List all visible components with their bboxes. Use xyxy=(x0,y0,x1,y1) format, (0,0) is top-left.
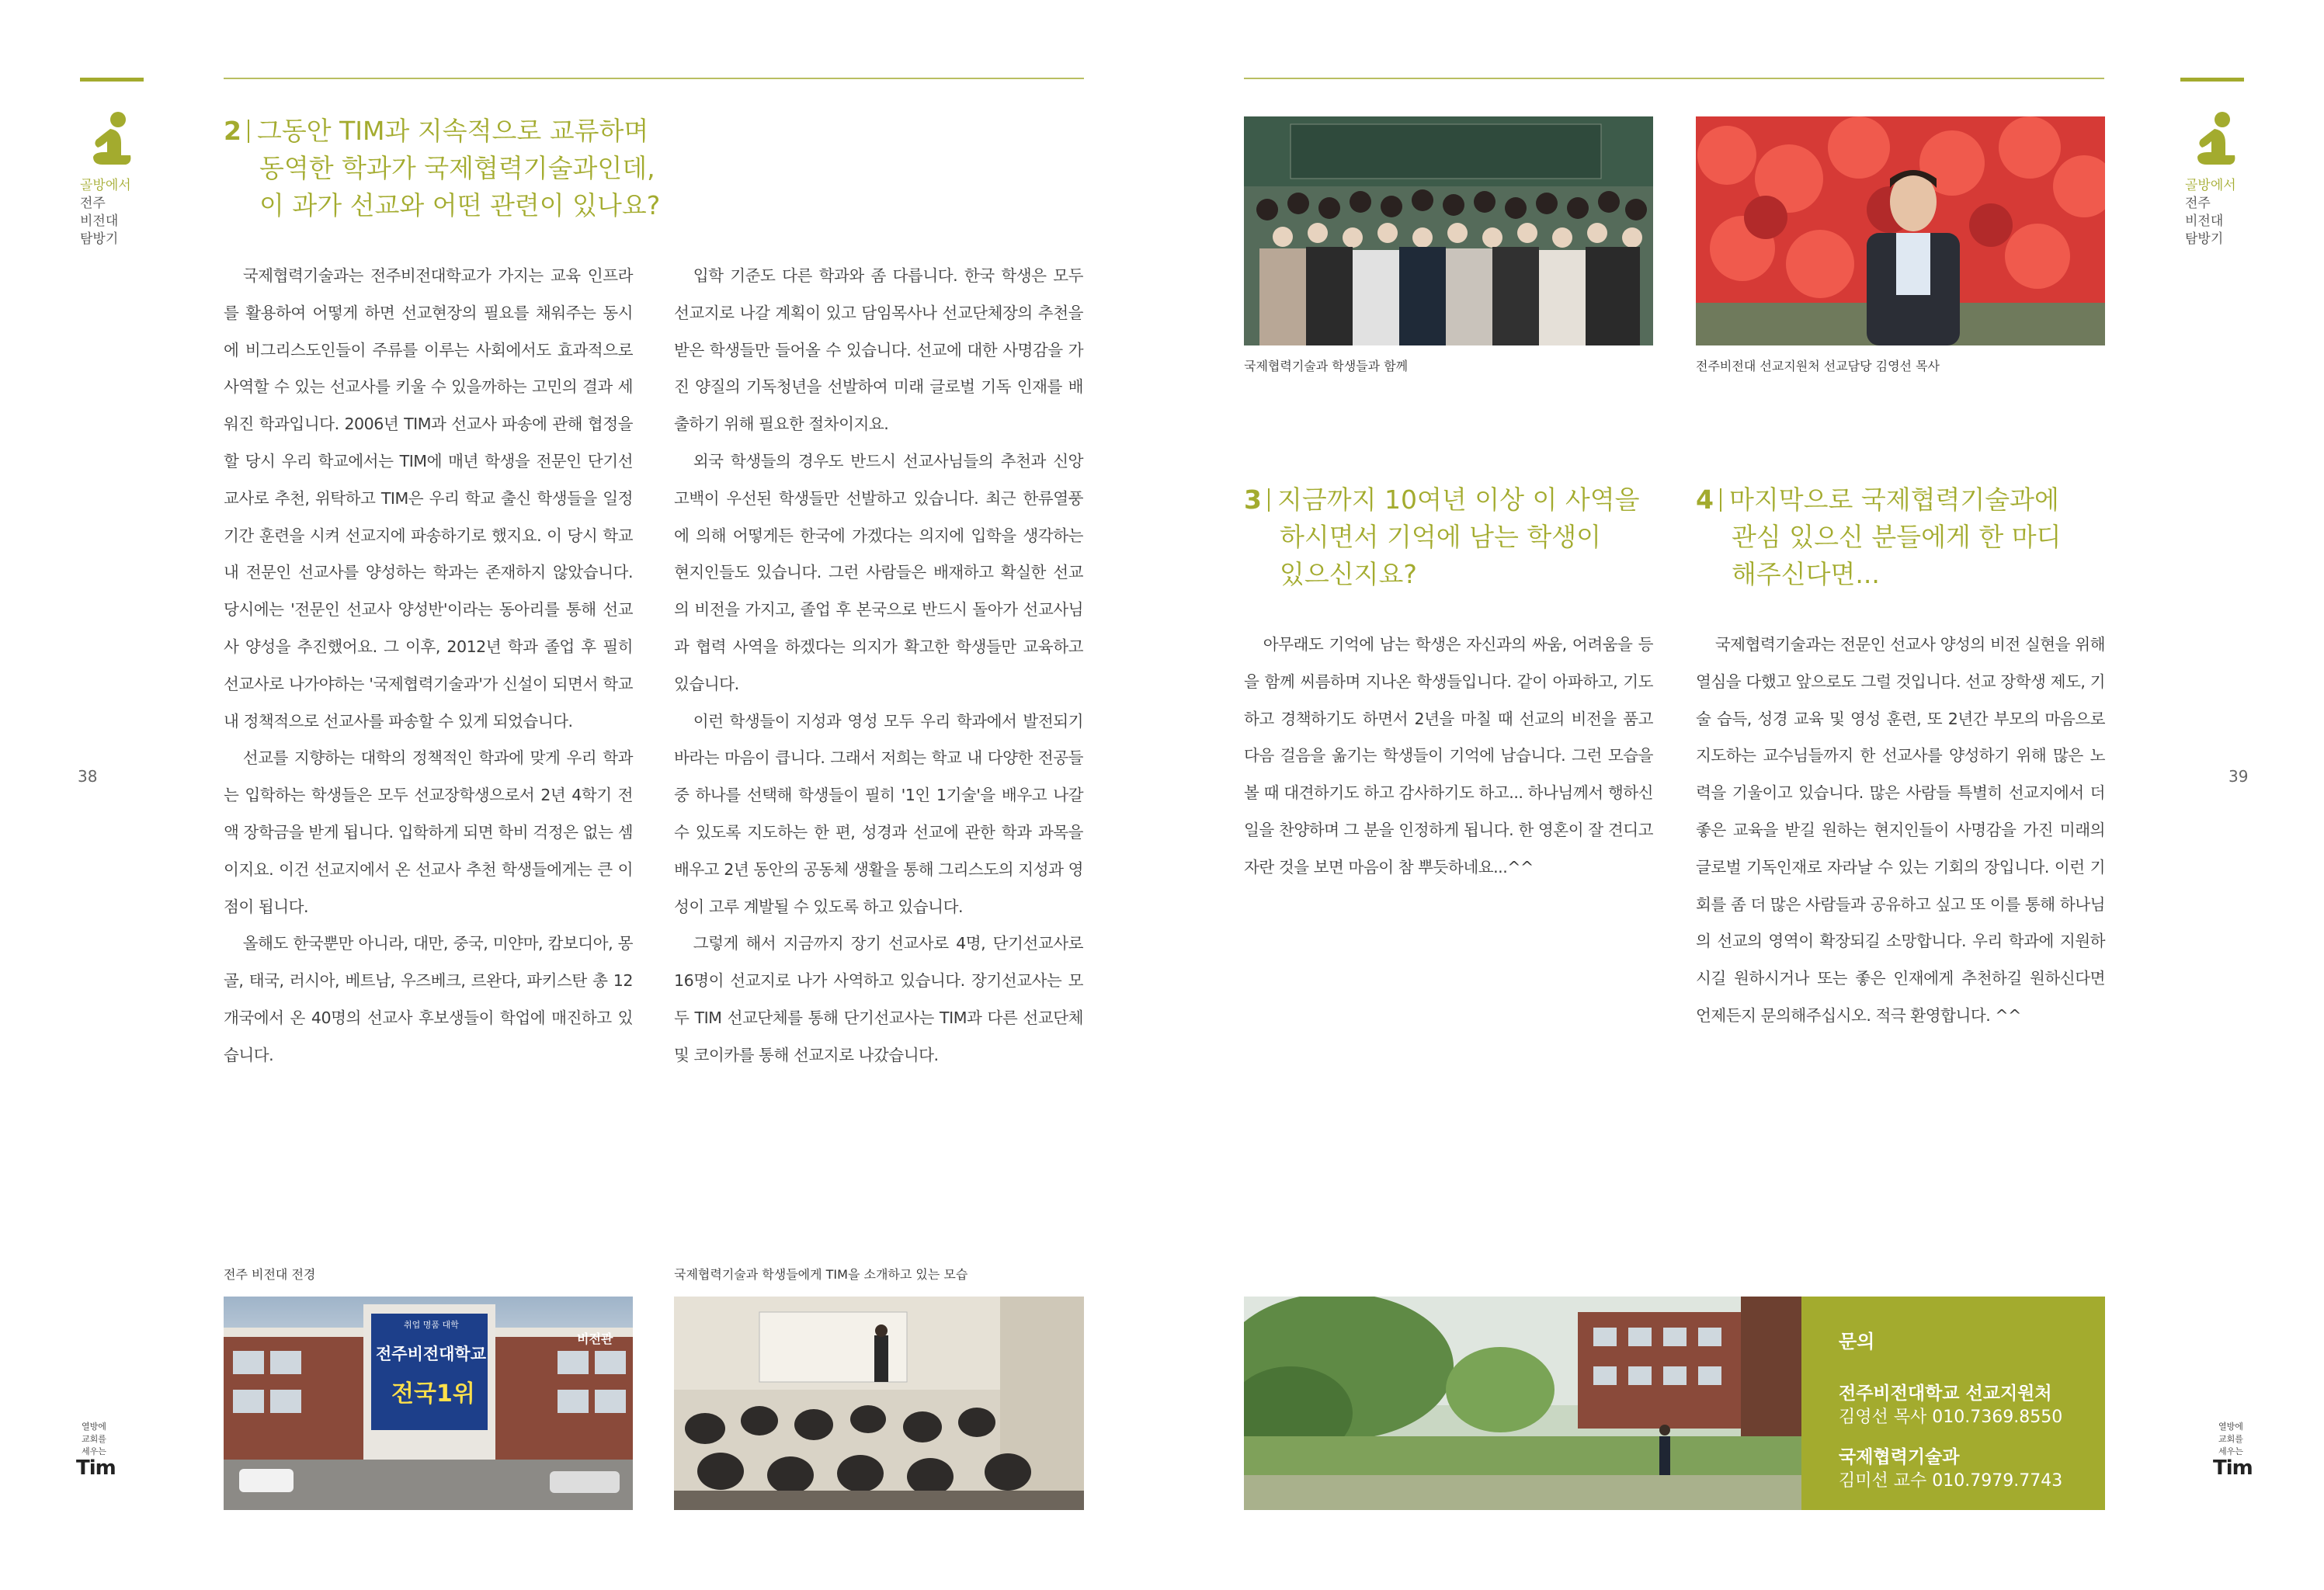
right-side-rule xyxy=(2180,78,2244,82)
tim-logo-left: 열방에 교회를 세우는 Tim xyxy=(76,1422,116,1480)
caption-campus: 전주 비전대 전경 xyxy=(224,1267,316,1282)
heading-q2: 2 그동안 TIM과 지속적으로 교류하며 동역한 학과가 국제협력기술과인데, 이 과가 선교와 어떤 관련이 있나요? xyxy=(224,116,661,220)
sign-top-text: 비전관 xyxy=(577,1331,613,1346)
director-photo xyxy=(1696,116,2105,345)
article-column-1: 국제협력기술과는 전주비전대학교가 가지는 교육 인프라를 활용하여 어떻게 하면 선교현장의 필요를 채워주는 동시에 비그리스도인들이 주류를 이루는 사회에서도 효과적으로 사역할 수 있는 선교사를 키울 수 있을까하는 고민의 결과 세워진 학과입니다. 2006년 TIM과 선교사 파송에 관해 협정을 할 당시 우리 학교에서는 TIM에 매년 학생을 전문인 단기선교사로 추천, 위탁하고 TIM은 우리 학교 출신 학생들을 일정 기간 훈련을 시켜 선교지에 파송하기로 했지요. 이 당시 학교 내 전문인 선교사를 양성하는 학과는 존재하지 않았습니다. 당시에는 '전문인 선교사 양성반'이라는 동아리를 통해 선교사 양성을 추진했어요. 그 이후, 2012년 학과 졸업 후 필히 선교사로 나가야하는 '국제협력기술과'가 신설이 되면서 학교 내 정책적으로 선교사를 파송할 수 있게 되었습니다. 선교를 지향하는 대학의 정책적인 학과에 맞게 우리 학과는 입학하는 학생들은 모두 선교장학생으로서 2년 4학기 전액 장학금을 받게 됩니다. 입학하게 되면 학비 걱정은 없는 셈이지요. 이건 선교지에서 온 선교사 추천 학생들에게는 큰 이점이 됩니다. 올해도 한국뿐만 아니라, 대만, 중국, 미얀마, 캄보디아, 몽골, 태국, 러시아, 베트남, 우즈베크, 르완다, 파키스탄 총 12개국에서 온 40명의 선교사 후보생들이 학업에 매진하고 있습니다. xyxy=(224,266,633,1064)
sign-small-text: 취업 명품 대학 xyxy=(404,1320,459,1330)
left-side-rule xyxy=(80,78,144,82)
article-column-3: 아무래도 기억에 남는 학생은 자신과의 싸움, 어려움을 등을 함께 씨름하며 지나온 학생들입니다. 같이 아파하고, 기도하고 경책하기도 하면서 2년을 마칠 때 선교의 비전을 품고 다음 걸음을 옮기는 학생들이 기억에 남습니다. 그런 모습을 볼 때 대견하기도 하고 감사하기도 하고... 하나님께서 행하신 일을 찬양하며 그 분을 인정하게 됩니다. 한 영혼이 잘 견디고 자란 것을 보면 마음이 참 뿌듯하네요...^^ xyxy=(1244,635,1653,877)
contact-person-1: 김영선 목사 010.7369.8550 xyxy=(1839,1408,2063,1427)
kneeling-figure-icon xyxy=(87,109,134,171)
contact-person-2: 김미선 교수 010.7979.7743 xyxy=(1839,1471,2063,1491)
caption-director: 전주비전대 선교지원처 선교담당 김영선 목사 xyxy=(1696,359,1940,373)
heading-q4: 4 마지막으로 국제협력기술과에 관심 있으신 분들에게 한 마디 해주신다면... xyxy=(1696,484,2062,589)
section-label-right: 골방에서 전주 비전대 탐방기 xyxy=(2185,178,2236,247)
campus-garden-photo xyxy=(1244,1297,1801,1510)
contact-org-2: 국제협력기술과 xyxy=(1839,1447,1960,1467)
sign-school-name: 전주비전대학교 xyxy=(376,1345,487,1363)
students-group-photo xyxy=(1244,116,1653,345)
page-number-left: 38 xyxy=(78,767,98,786)
classroom-photo xyxy=(674,1297,1084,1510)
kneeling-figure-icon-right xyxy=(2191,109,2238,171)
left-top-rule xyxy=(224,78,1084,79)
caption-students: 국제협력기술과 학생들과 함께 xyxy=(1244,359,1409,373)
section-label: 골방에서 전주 비전대 탐방기 xyxy=(80,178,131,247)
campus-photo xyxy=(224,1297,633,1510)
right-top-rule xyxy=(1244,78,2104,79)
page-number-right: 39 xyxy=(2228,767,2249,786)
contact-org-1: 전주비전대학교 선교지원처 xyxy=(1839,1383,2052,1404)
caption-classroom: 국제협력기술과 학생들에게 TIM을 소개하고 있는 모습 xyxy=(674,1267,968,1282)
sign-rank: 전국1위 xyxy=(391,1380,475,1408)
tim-logo-right: 열방에 교회를 세우는 Tim xyxy=(2213,1422,2253,1480)
heading-q3: 3 지금까지 10여년 이상 이 사역을 하시면서 기억에 남는 학생이 있으신지요? xyxy=(1244,484,1640,589)
contact-title: 문의 xyxy=(1839,1331,1875,1352)
contact-box xyxy=(1801,1297,2105,1510)
article-column-4: 국제협력기술과는 전문인 선교사 양성의 비전 실현을 위해 열심을 다했고 앞으로도 그럴 것입니다. 선교 장학생 제도, 기술 습득, 성경 교육 및 영성 훈련, 또 2년간 부모의 마음으로 지도하는 교수님들까지 한 선교사를 양성하기 위해 많은 노력을 기울이고 있습니다. 많은 사람들 특별히 선교지에서 더 좋은 교육을 받길 원하는 현지인들이 사명감을 가진 미래의 글로벌 기독인재로 자라날 수 있는 기회의 장입니다. 이런 기회를 좀 더 많은 사람들과 공유하고 싶고 또 이를 통해 하나님의 선교의 영역이 확장되길 소망합니다. 우리 학과에 지원하시길 원하시거나 또는 좋은 인재에게 추천하길 원하신다면 언제든지 문의해주십시오. 적극 환영합니다. ^^ xyxy=(1696,635,2105,1025)
article-column-2: 입학 기준도 다른 학과와 좀 다릅니다. 한국 학생은 모두 선교지로 나갈 계획이 있고 담임목사나 선교단체장의 추천을 받은 학생들만 들어올 수 있습니다. 선교에 대한 사명감을 가진 양질의 기독청년을 선발하여 미래 글로벌 기독 인재를 배출하기 위해 필요한 절차이지요. 외국 학생들의 경우도 반드시 선교사님들의 추천과 신앙 고백이 우선된 학생들만 선발하고 있습니다. 최근 한류열풍에 의해 어떻게든 한국에 가겠다는 의지에 입학을 생각하는 현지인들도 있습니다. 그런 사람들은 배재하고 확실한 선교의 비전을 가지고, 졸업 후 본국으로 반드시 돌아가 선교사님과 협력 사역을 하겠다는 의지가 확고한 학생들만 교육하고 있습니다. 이런 학생들이 지성과 영성 모두 우리 학과에서 발전되기 바라는 마음이 큽니다. 그래서 저희는 학교 내 다양한 전공들 중 하나를 선택해 학생들이 필히 '1인 1기술'을 배우고 나갈 수 있도록 지도하는 한 편, 성경과 선교에 관한 학과 과목을 배우고 2년 동안의 공동체 생활을 통해 그리스도의 지성과 영성이 고루 계발될 수 있도록 하고 있습니다. 그렇게 해서 지금까지 장기 선교사로 4명, 단기선교사로 16명이 선교지로 나가 사역하고 있습니다. 장기선교사는 모두 TIM 선교단체를 통해 단기선교사는 TIM과 다른 선교단체 및 코이카를 통해 선교지로 나갔습니다. xyxy=(674,266,1083,1064)
